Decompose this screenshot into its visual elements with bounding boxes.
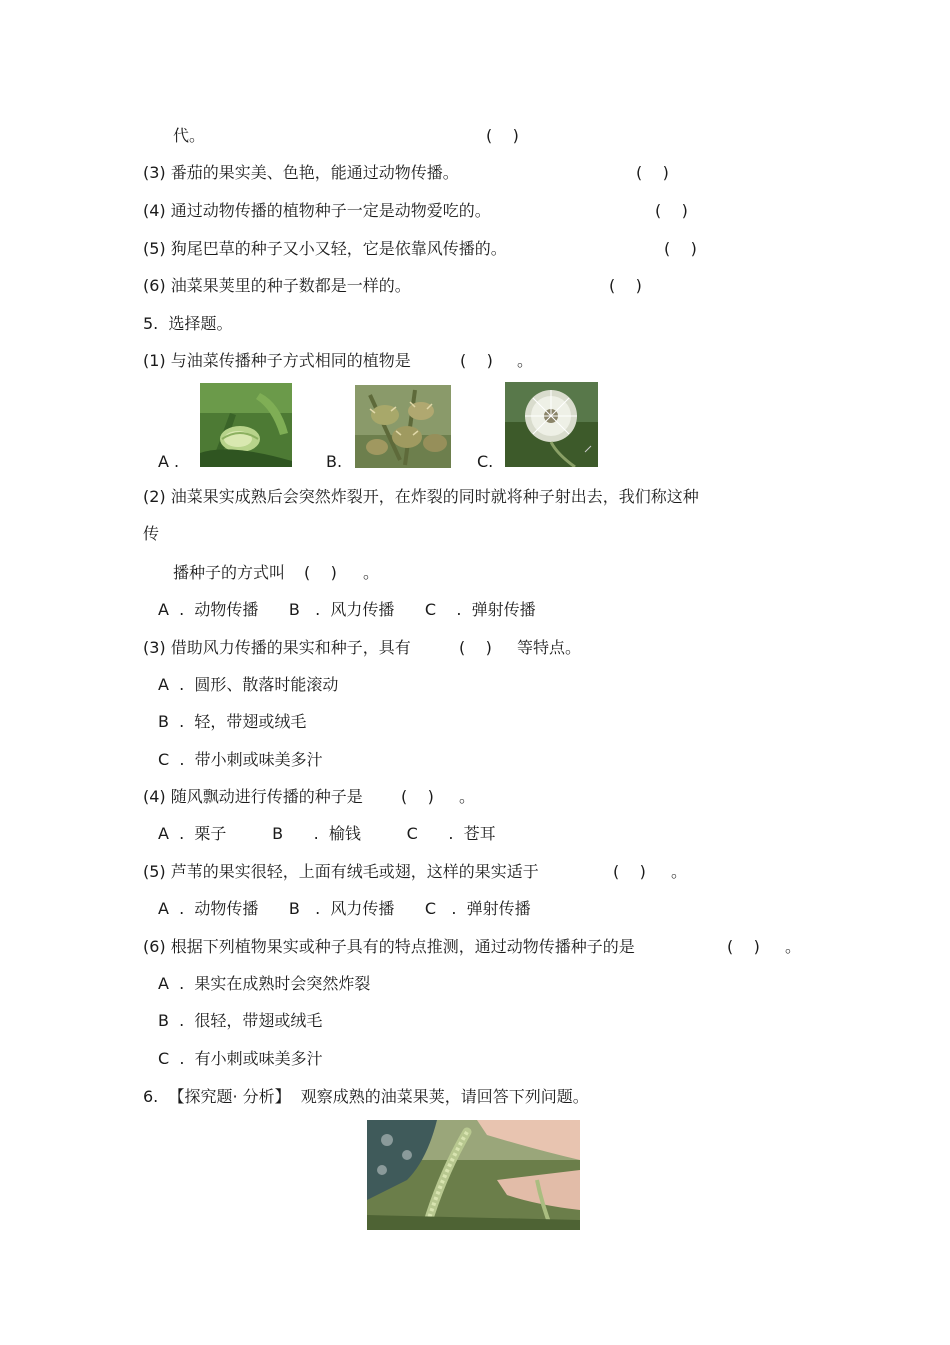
item-number: (5) (143, 239, 166, 258)
seed-pod-photo[interactable] (200, 383, 292, 467)
section-6-title: 6. 【探究题· 分析】 观察成熟的油菜果荚，请回答下列问题。 (143, 1087, 589, 1106)
rapeseed-pod-photo[interactable] (367, 1120, 580, 1230)
q4-tail: 。 (459, 787, 476, 806)
q4-stem: (4) 随风飘动进行传播的种子是 (143, 787, 363, 806)
q3-stem: (3) 借助风力传播的果实和种子，具有 (143, 638, 411, 657)
q3-tail: 等特点。 (517, 638, 582, 657)
q3-option-a[interactable]: A . 圆形、散落时能滚动 (158, 675, 339, 694)
q5-tail: 。 (671, 862, 688, 881)
q5-stem: (5) 芦苇的果实很轻，上面有绒毛或翅，这样的果实适于 (143, 862, 539, 881)
q1-tail: 。 (517, 351, 534, 370)
q2-stem-line-3: 播种子的方式叫 (173, 563, 286, 582)
q2-stem-line-2: 传 (143, 524, 160, 543)
item-number: (6) (143, 276, 166, 295)
q6-option-c[interactable]: C . 有小刺或味美多汁 (158, 1049, 323, 1068)
answer-blank[interactable]: ( ) (304, 563, 337, 582)
answer-blank[interactable]: ( ) (664, 239, 697, 258)
answer-blank[interactable]: ( ) (459, 638, 492, 657)
section-5-title: 5. 选择题。 (143, 314, 233, 333)
answer-blank[interactable]: ( ) (609, 276, 642, 295)
q6-option-a[interactable]: A . 果实在成熟时会突然炸裂 (158, 974, 371, 993)
q2-stem-line-1: (2) 油菜果实成熟后会突然炸裂开，在炸裂的同时就将种子射出去，我们称这种 (143, 487, 699, 506)
q4-options[interactable]: A . 栗子 B . 榆钱 C . 苍耳 (158, 824, 496, 843)
item-text: 狗尾巴草的种子又小又轻，它是依靠风传播的。 (170, 239, 507, 258)
item-text: 通过动物传播的植物种子一定是动物爱吃的。 (170, 201, 491, 220)
judge-item-4 (143, 201, 491, 221)
q3-option-c[interactable]: C . 带小刺或味美多汁 (158, 750, 323, 769)
q6-stem: (6) 根据下列植物果实或种子具有的特点推测，通过动物传播种子的是 (143, 937, 635, 956)
item-number: (4) (143, 201, 166, 220)
judge-item-6 (143, 276, 411, 296)
answer-blank[interactable]: ( ) (727, 937, 760, 956)
answer-blank[interactable]: ( ) (486, 126, 519, 145)
q1-stem: (1) 与油菜传播种子方式相同的植物是 (143, 351, 411, 370)
item-number: (3) (143, 163, 166, 182)
q1-option-b-label: B. (326, 452, 343, 471)
answer-blank[interactable]: ( ) (636, 163, 669, 182)
q2-tail: 。 (363, 563, 380, 582)
judge-item-5 (143, 239, 507, 259)
q1-option-c-label: C. (477, 452, 494, 471)
answer-blank[interactable]: ( ) (401, 787, 434, 806)
item-text: 番茄的果实美、色艳，能通过动物传播。 (170, 163, 459, 182)
answer-blank[interactable]: ( ) (655, 201, 688, 220)
answer-blank[interactable]: ( ) (613, 862, 646, 881)
q1-option-a-label: A . (158, 452, 180, 471)
spiky-fruit-photo[interactable] (355, 385, 451, 468)
judge-item-2-tail: 代。 (173, 126, 206, 145)
item-text: 油菜果荚里的种子数都是一样的。 (170, 276, 411, 295)
judge-item-3 (143, 163, 459, 183)
dandelion-photo[interactable] (505, 382, 598, 467)
q6-tail: 。 (785, 937, 802, 956)
q2-options[interactable]: A . 动物传播 B . 风力传播 C . 弹射传播 (158, 600, 536, 619)
q3-option-b[interactable]: B . 轻，带翅或绒毛 (158, 712, 307, 731)
q6-option-b[interactable]: B . 很轻，带翅或绒毛 (158, 1011, 323, 1030)
q5-options[interactable]: A . 动物传播 B . 风力传播 C . 弹射传播 (158, 899, 531, 918)
answer-blank[interactable]: ( ) (460, 351, 493, 370)
